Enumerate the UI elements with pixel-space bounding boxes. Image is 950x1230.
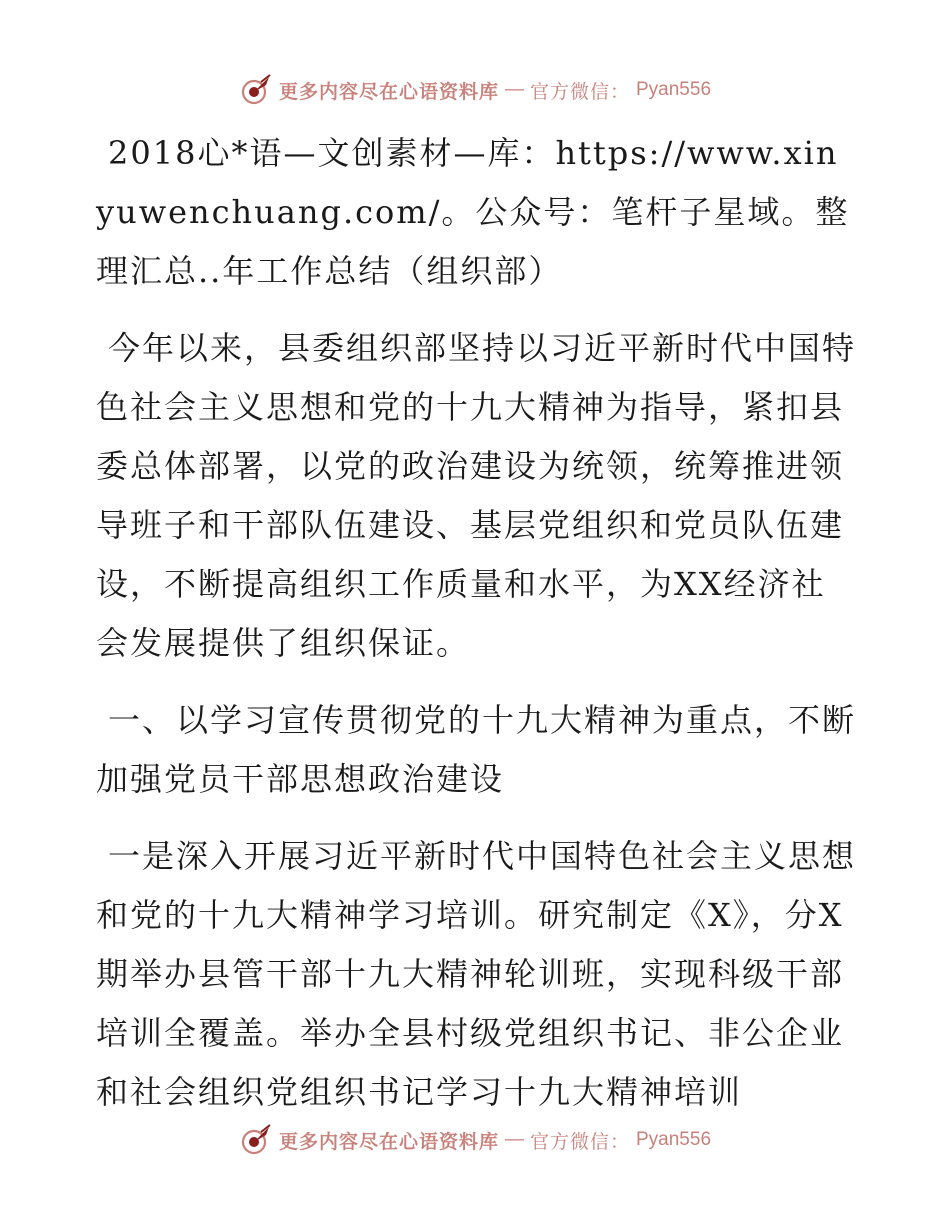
section-paragraph: 一是深入开展习近平新时代中国特色社会主义思想和党的十九大精神学习培训。研究制定《X》，分X期举办县管干部十九大精神轮训班，实现科级干部培训全覆盖。举办全县村级党组织书记、非公企业和社会组织党组织书记学习十九大精神培训 xyxy=(96,837,857,1111)
footer-banner xyxy=(0,1120,950,1160)
document-body xyxy=(96,124,856,1140)
section-heading: 一、以学习宣传贯彻党的十九大精神为重点，不断加强党员干部思想政治建设 xyxy=(96,701,857,798)
quill-pen-logo-icon xyxy=(239,73,273,107)
banner-account: Pyan556 xyxy=(636,1129,712,1150)
banner-separator: — xyxy=(504,1129,524,1150)
banner-brand: 更多内容尽在心语资料库 xyxy=(278,81,499,103)
banner-official-label: 官方微信： xyxy=(529,81,630,103)
quill-pen-logo-icon xyxy=(239,1123,273,1157)
banner-account: Pyan556 xyxy=(636,79,712,100)
intro-paragraph: 今年以来，县委组织部坚持以习近平新时代中国特色社会主义思想和党的十九大精神为指导，紧扣县委总体部署，以党的政治建设为统领，统筹推进领导班子和干部队伍建设、基层党组织和党员队伍建设，不断提高组织工作质量和水平，为XX经济社会发展提供了组织保证。 xyxy=(96,329,857,662)
document-title-paragraph: 2018心*语—文创素材—库：https://www.xinyuwenchuang.com/。公众号：笔杆子星域。整理汇总..年工作总结（组织部） xyxy=(96,134,850,290)
banner-brand: 更多内容尽在心语资料库 xyxy=(278,1131,499,1153)
header-banner xyxy=(0,70,950,110)
banner-separator: — xyxy=(504,79,524,100)
banner-official-label: 官方微信： xyxy=(529,1131,630,1153)
